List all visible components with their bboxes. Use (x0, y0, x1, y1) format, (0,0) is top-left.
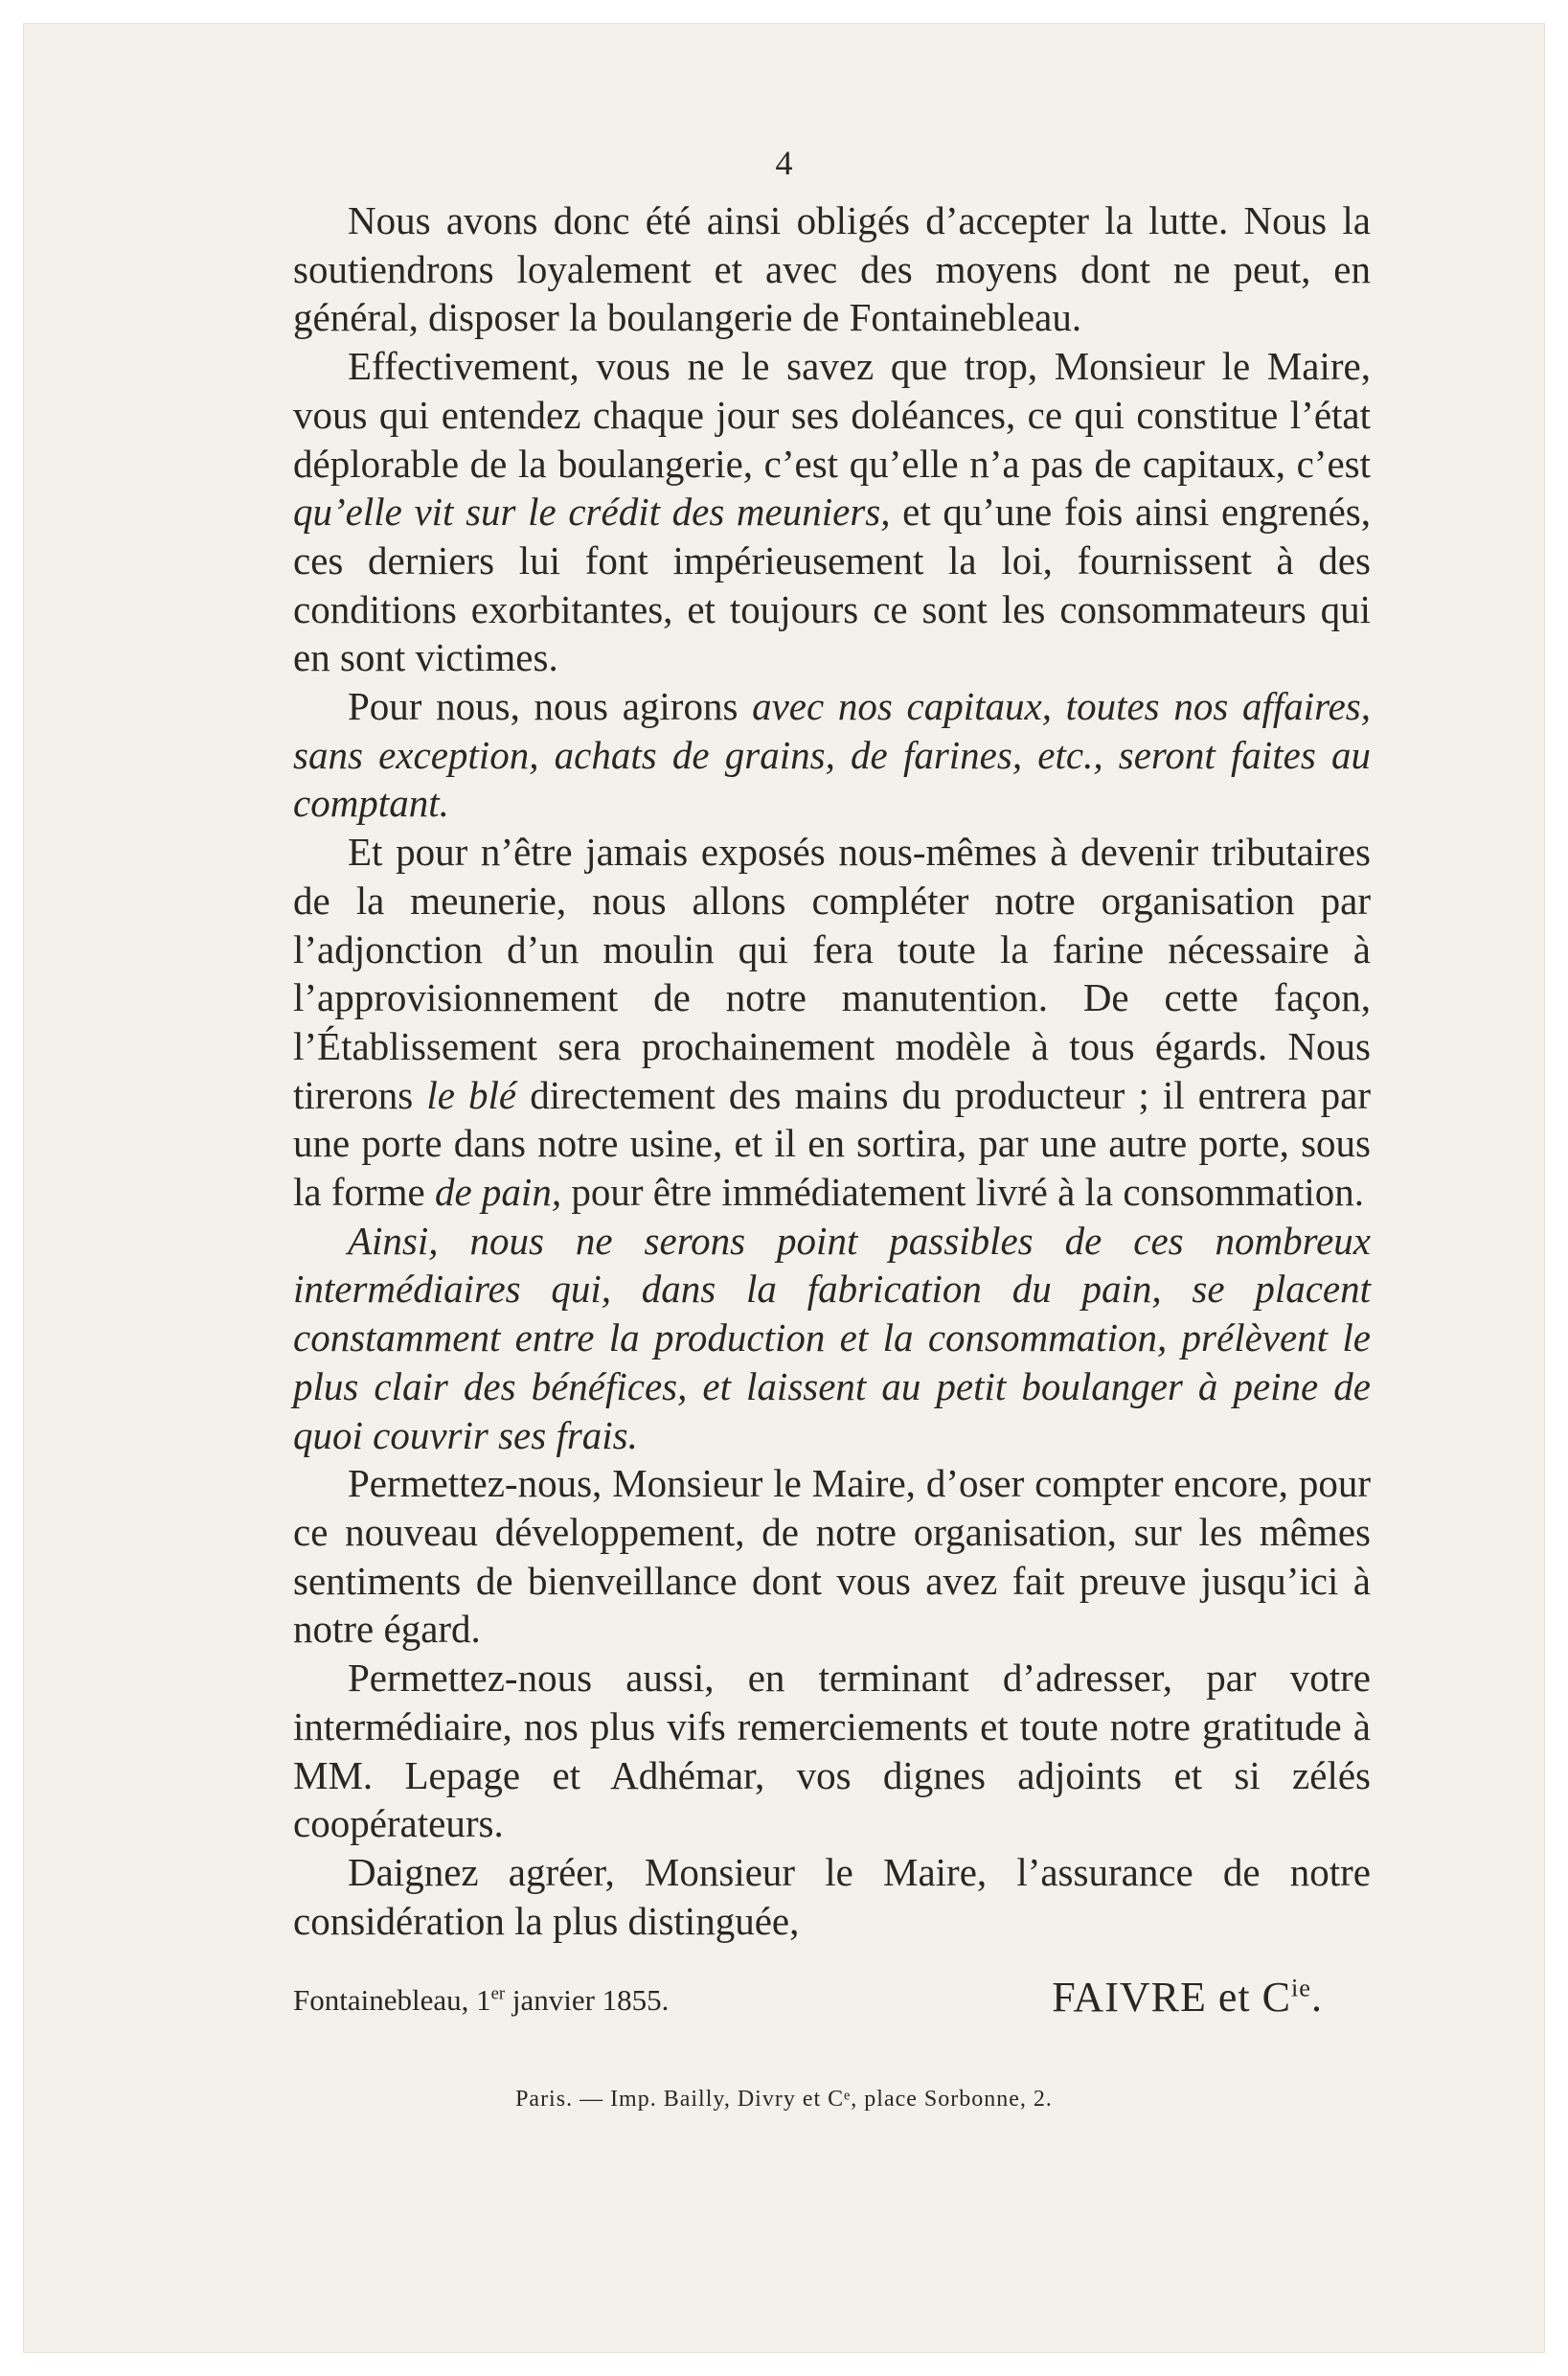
italic-text-run: avec nos capitaux, toutes nos affaires, sans exception, achats de grains, de farines, etc., seront faites au comptant. (293, 684, 1371, 826)
text-run: et qu’une fois ainsi engrenés, ces derniers lui font impérieusement la loi, fournissent à des conditions exorbitantes, et toujours ce sont les consommateurs qui en sont victimes. (293, 490, 1372, 680)
text-run: Permettez-nous aussi, en terminant d’adresser, par votre intermédiaire, nos plus vifs remerciements et toute notre gratitude à MM. Lepage et Adhémar, vos dignes adjoints et si zélés coopérateurs. (293, 1656, 1371, 1846)
firm-signature (1052, 1974, 1323, 2022)
paragraph (293, 682, 1371, 828)
place-date-text: Fontainebleau, 1 (293, 1983, 491, 2017)
ordinal-suffix: er (490, 1983, 506, 2004)
text-run: Daignez agréer, Monsieur le Maire, l’assurance de notre considération la plus distinguée, (293, 1849, 1371, 1943)
text-run: pour être immédiatement livré à la consommation. (561, 1170, 1365, 1215)
signature-line (293, 1964, 1371, 2022)
text-run: Nous avons donc été ainsi obligés d’accepter la lutte. Nous la soutiendrons loyalement et avec des moyens dont ne peut, en général, disposer la boulangerie de Fontainebleau. (293, 198, 1371, 340)
paragraph (293, 1217, 1371, 1460)
firm-name-text: . (1311, 1974, 1323, 2021)
text-run: Effectivement, vous ne le savez que trop, Monsieur le Maire, vous qui entendez chaque jour ses doléances, ce qui constitue l’état déplorable de la boulangerie, c’est qu’elle n’a pas de capitaux, c’est (293, 344, 1371, 486)
paragraph (293, 828, 1371, 1217)
text-run: directement des mains du producteur ; il entrera par une porte dans notre usine, et il en sortira, par une autre porte, sous la forme (293, 1072, 1371, 1215)
paragraph (293, 1459, 1371, 1654)
italic-text-run: Ainsi, nous ne serons point passibles de ces nombreux intermédiaires qui, dans la fabrication du pain, se placent constamment entre la production et la consommation, prélèvent le plus clair des bénéfices, et laissent au petit boulanger à peine de quoi couvrir ses frais. (293, 1218, 1371, 1457)
italic-text-run: le blé (426, 1072, 517, 1117)
italic-text-run: de pain, (434, 1170, 562, 1215)
place-and-date (293, 1983, 669, 2018)
page-number: 4 (775, 144, 793, 182)
place-date-text: janvier 1855. (505, 1983, 670, 2017)
paragraph (293, 1654, 1371, 1848)
paragraph (293, 342, 1371, 682)
printer-imprint: Paris. — Imp. Bailly, Divry et Cᵉ, place Sorbonne, 2. (515, 2087, 1053, 2112)
text-run: Permettez-nous, Monsieur le Maire, d’oser compter encore, pour ce nouveau développement, de notre organisation, sur les mêmes sentiments de bienveillance dont vous avez fait preuve jusqu’ici à notre égard. (293, 1461, 1371, 1652)
italic-text-run: qu’elle vit sur le crédit des meuniers, (293, 490, 891, 535)
paragraph (293, 1848, 1371, 1945)
letter-body (293, 196, 1371, 1945)
company-suffix: ie (1290, 1973, 1311, 2002)
text-run: Pour nous, nous agirons (348, 684, 753, 729)
text-run: Et pour n’être jamais exposés nous-mêmes à devenir tributaires de la meunerie, nous allons compléter notre organisation par l’adjonction d’un moulin qui fera toute la farine nécessaire à l’approvisionnement de notre manutention. De cette façon, l’Établissement sera prochainement modèle à tous égards. Nous tirerons (293, 830, 1371, 1117)
paragraph (293, 196, 1371, 342)
firm-name-text: FAIVRE et C (1052, 1974, 1291, 2021)
